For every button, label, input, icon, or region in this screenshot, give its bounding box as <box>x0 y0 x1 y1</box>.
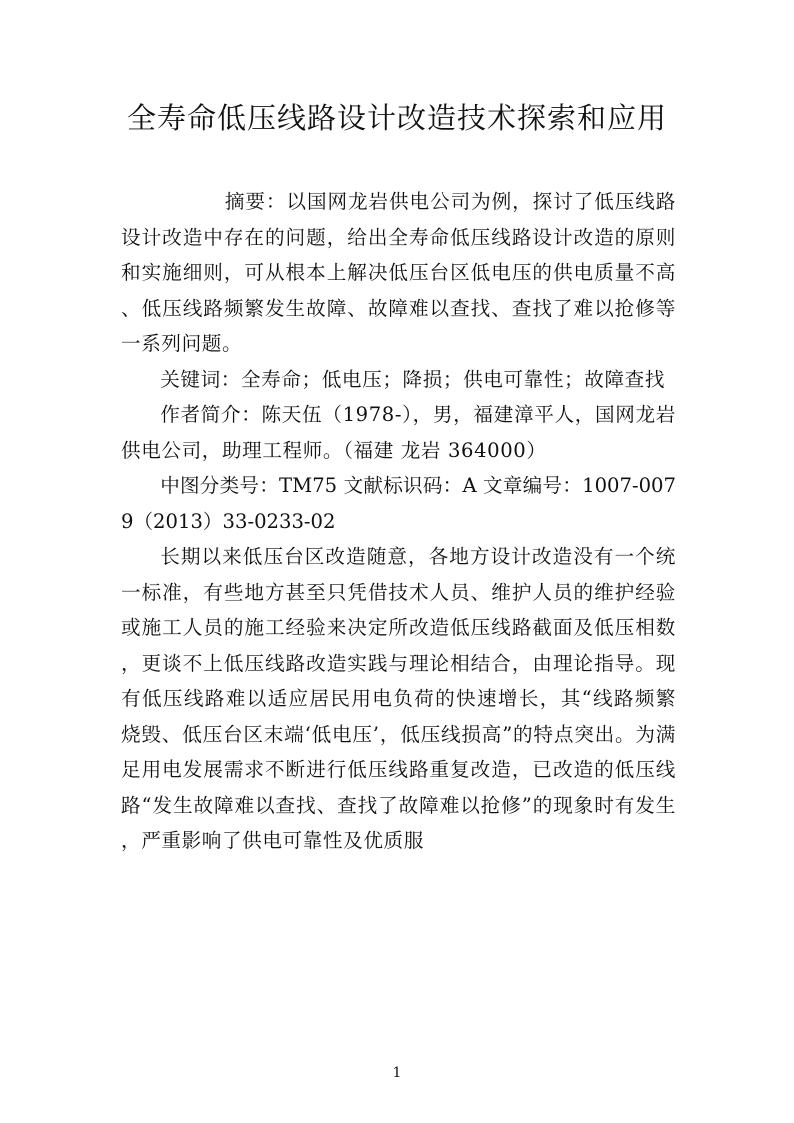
document-title: 全寿命低压线路设计改造技术探索和应用 <box>126 101 667 135</box>
classification-paragraph: 中图分类号：TM75 文献标识码：A 文章编号：1007-0079（2013）33-0233-02 <box>121 474 676 533</box>
author-intro-paragraph: 作者简介：陈天伍（1978-），男，福建漳平人，国网龙岩供电公司，助理工程师。（福建 龙岩 364000） <box>121 403 676 462</box>
keywords-paragraph: 关键词：全寿命；低电压；降损；供电可靠性；故障查找 <box>160 367 666 391</box>
body-paragraph: 长期以来低压台区改造随意，各地方设计改造没有一个统一标准，有些地方甚至只凭借技术人员、维护人员的维护经验或施工人员的施工经验来决定所改造低压线路截面及低压相数，更谈不上低压线路改造实践与理论相结合，由理论指导。现有低压线路难以适应居民用电负荷的快速增长，其“线路频繁烧毁、低压台区末端‘低电压’，低压线损高”的特点突出。为满足用电发展需求不断进行低压线路重复改造，已改造的低压线路“发生故障难以查找、查找了故障难以抢修”的现象时有发生，严重影响了供电可靠性及优质服 <box>121 545 676 852</box>
page-number: 1 <box>392 1065 402 1081</box>
document-body <box>121 184 676 859</box>
abstract-paragraph: 摘要：以国网龙岩供电公司为例，探讨了低压线路设计改造中存在的问题，给出全寿命低压线路设计改造的原则和实施细则，可从根本上解决低压台区低电压的供电质量不高、低压线路频繁发生故障、故障难以查找、查找了难以抢修等一系列问题。 <box>121 190 676 355</box>
